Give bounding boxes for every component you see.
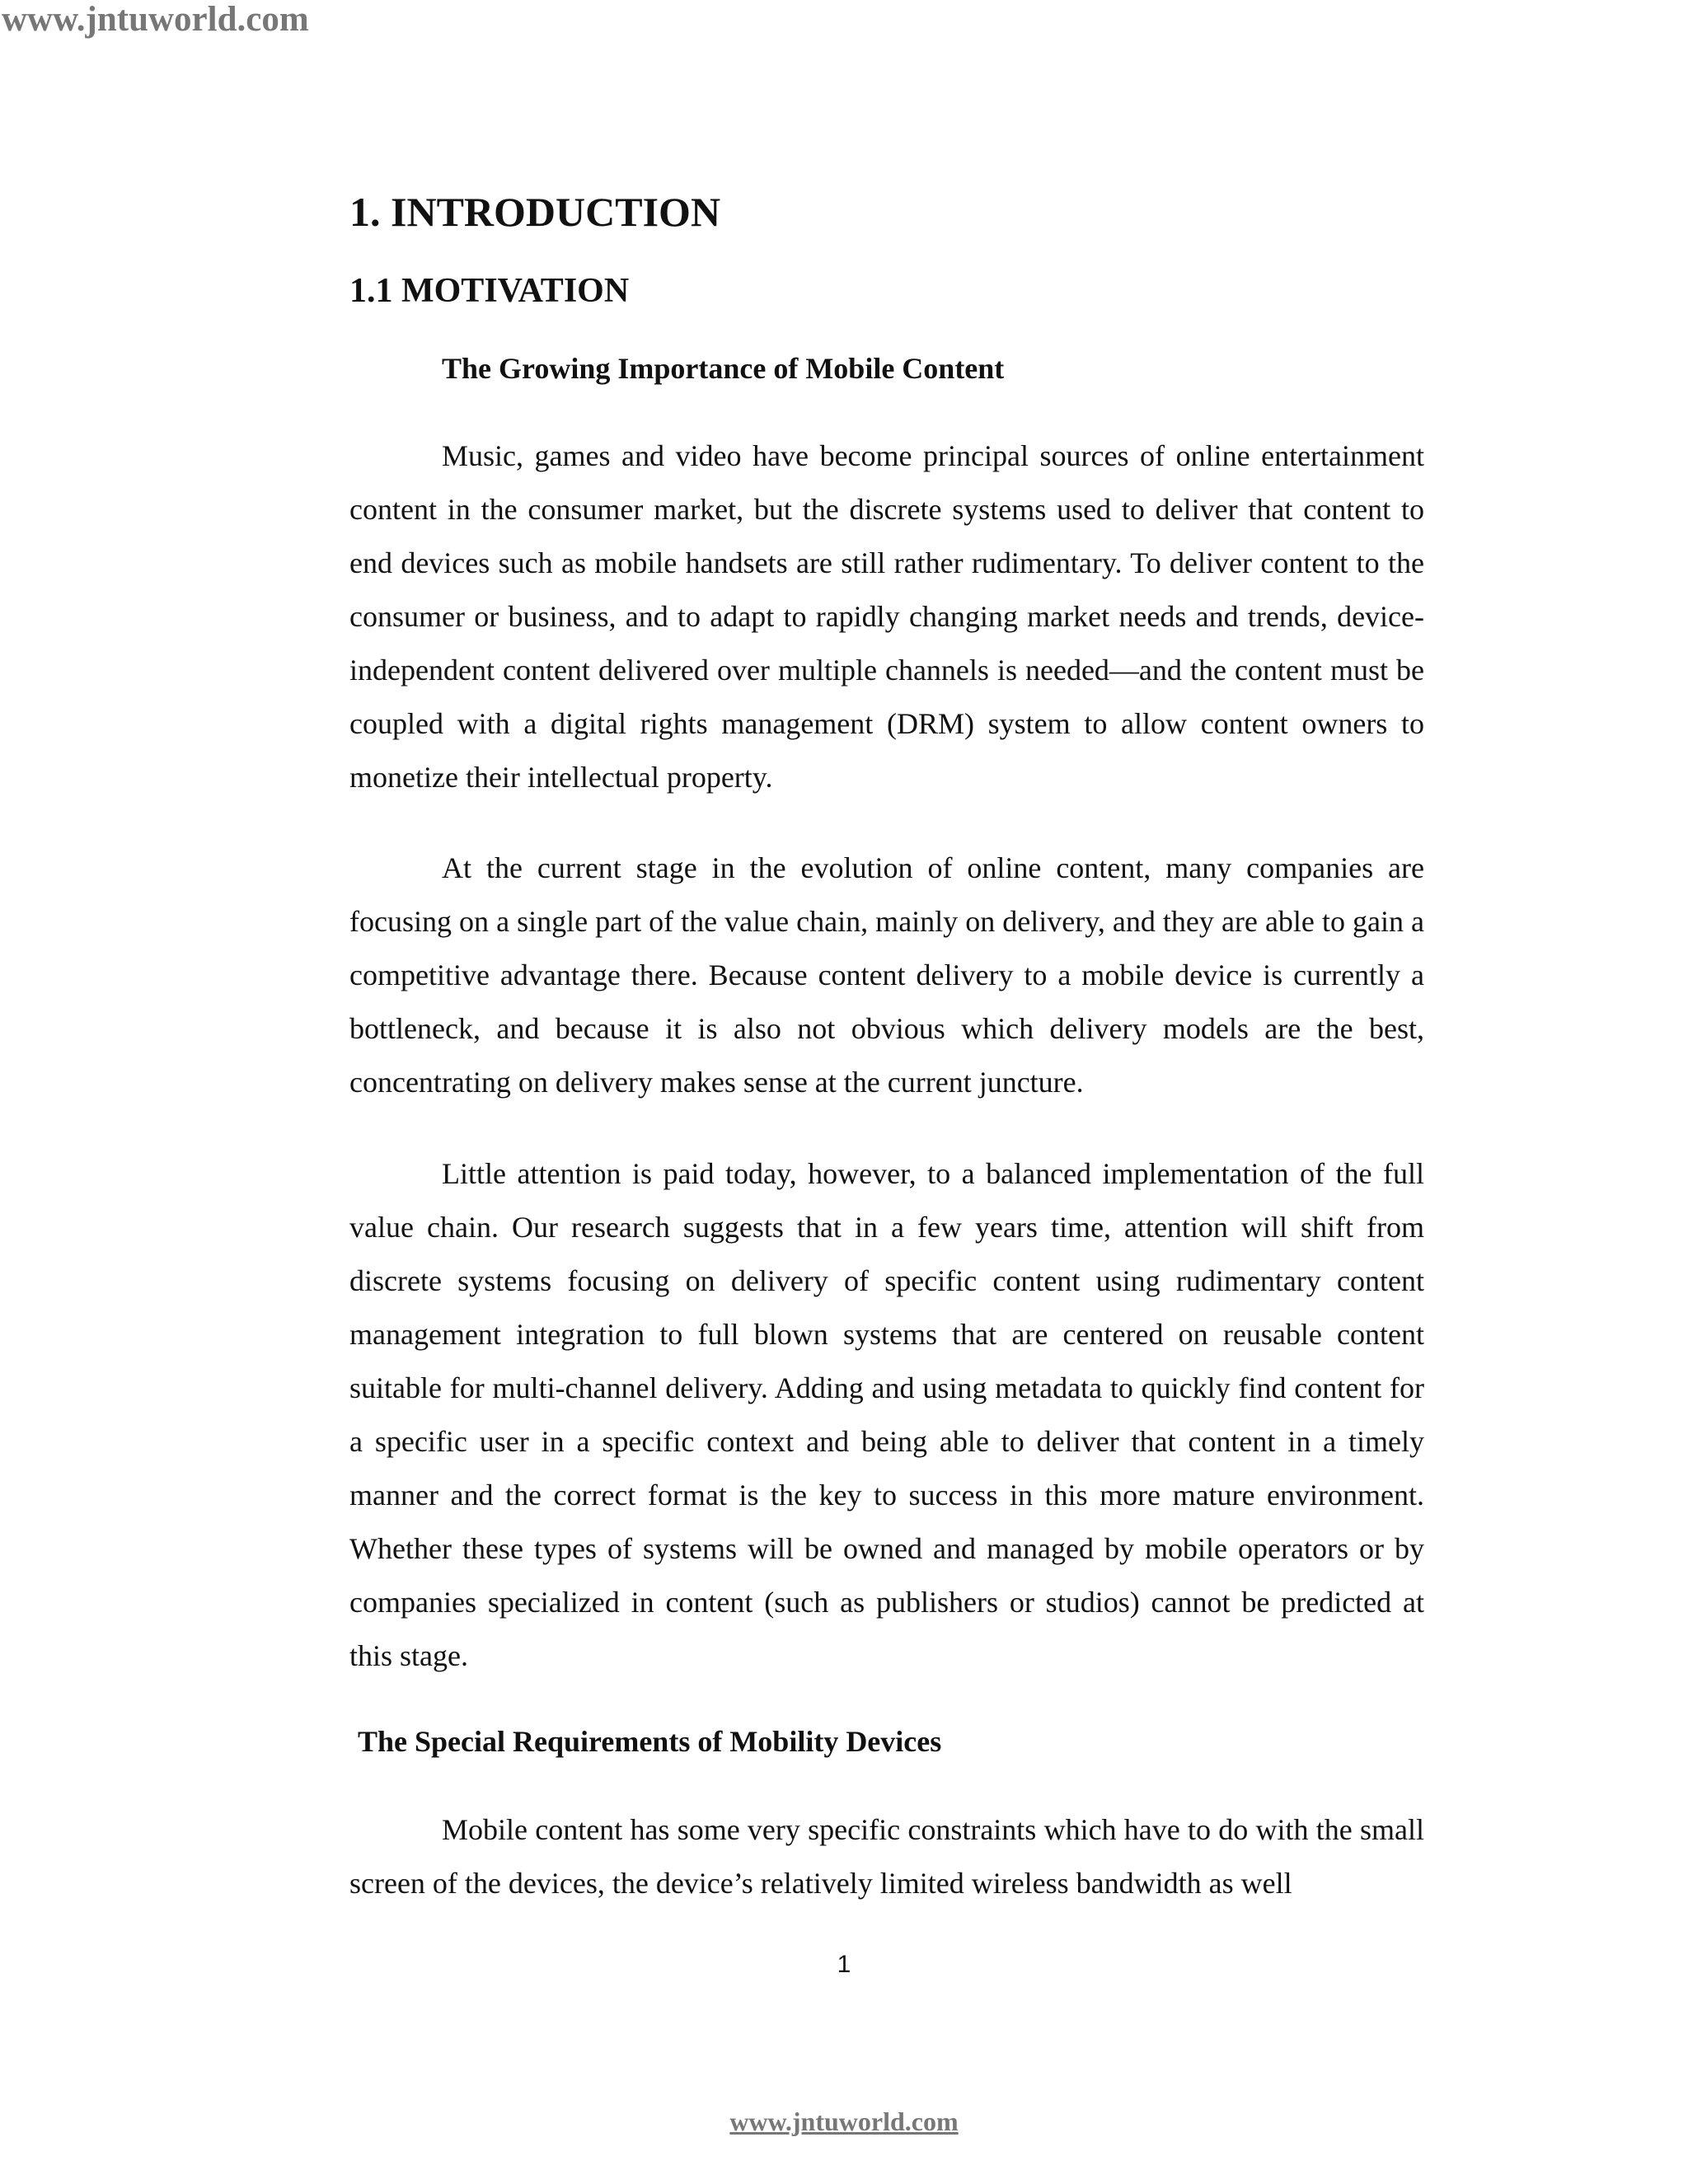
- paragraph-3: Little attention is paid today, however, to a balanced implementation of the full value chain. Our research suggests that in a few years time, attention will shift from discrete systems focusing on delivery of specific content using rudimentary content management integration to full blown systems that are centered on reusable content suitable for multi-channel delivery. Adding and using metadata to quickly find content for a specific user in a specific context and being able to deliver that content in a timely manner and the correct format is the key to success in this more mature environment. Whether these types of systems will be owned and managed by mobile operators or by companies specialized in content (such as publishers or studios) cannot be predicted at this stage.: [349, 1157, 1424, 1672]
- section-heading: 1.1 MOTIVATION: [349, 272, 630, 310]
- chapter-heading: 1. INTRODUCTION: [349, 189, 721, 235]
- page-number: 1: [837, 1951, 851, 1978]
- paragraph-4: Mobile content has some very specific constraints which have to do with the small screen of the devices, the device’s relatively limited wireless bandwidth as well: [349, 1813, 1424, 1900]
- footer-watermark-link[interactable]: www.jntuworld.com: [729, 2107, 959, 2136]
- watermark-header: www.jntuworld.com: [2, 0, 309, 39]
- subsection-heading-mobile-content: The Growing Importance of Mobile Content: [442, 352, 1005, 385]
- paragraph-2: At the current stage in the evolution of online content, many companies are focusing on a single part of the value chain, mainly on delivery, and they are able to gain a competitive advantage there. Because content delivery to a mobile device is currently a bottleneck, and because it is also not obvious which delivery models are the best, concentrating on delivery makes sense at the current juncture.: [349, 851, 1424, 1099]
- paragraph-1: Music, games and video have become principal sources of online entertainment content in the consumer market, but the discrete systems used to deliver that content to end devices such as mobile handsets are still rather rudimentary. To deliver content to the consumer or business, and to adapt to rapidly changing market needs and trends, device-independent content delivered over multiple channels is needed—and the content must be coupled with a digital rights management (DRM) system to allow content owners to monetize their intellectual property.: [349, 439, 1424, 794]
- subsection-heading-mobility-devices: The Special Requirements of Mobility Devices: [358, 1725, 942, 1758]
